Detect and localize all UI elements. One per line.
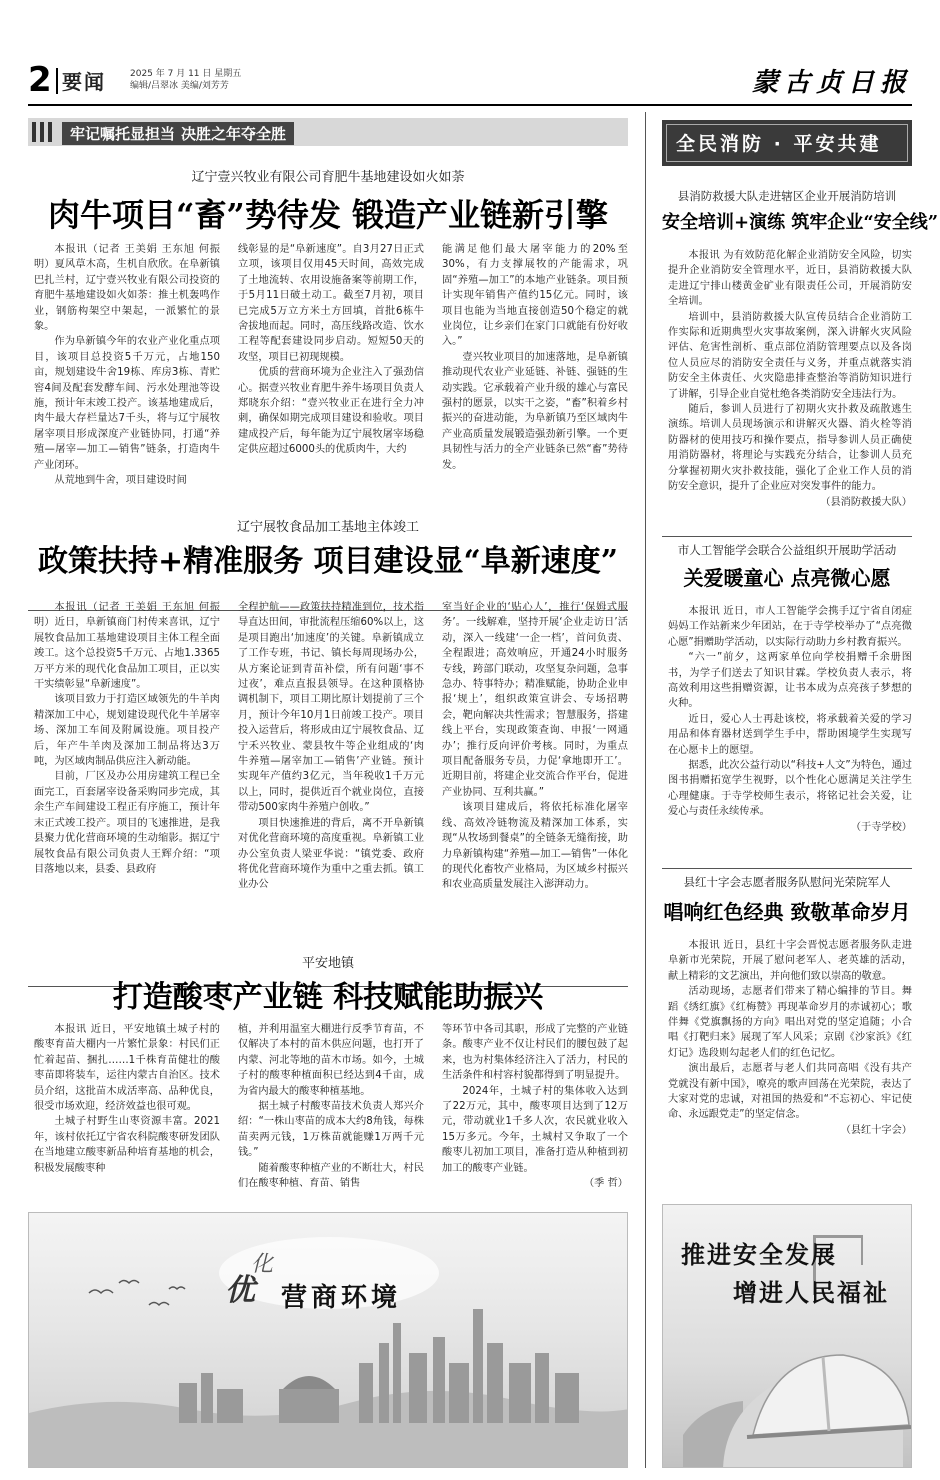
right-a2-headline: 关爱暖童心 点亮微心愿 <box>683 566 891 590</box>
right-column <box>662 112 939 1468</box>
masthead-meta <box>130 68 241 92</box>
paragraph: 壹兴牧业项目的加速落地，是阜新镇推动现代农业产业延链、补链、强链的生动实践。它承载着产业升级的雄心与富民强村的愿景，以实干之姿，“畜”积着乡村振兴的奋进动能，为阜新镇乃至区域肉牛产业高质量发展锻造强劲新引擎。一个更具韧性与活力的全产业链条已然“畜”势待发。 <box>442 351 628 471</box>
masthead <box>28 60 912 108</box>
right-a3-kicker: 县红十字会志愿者服务队慰问光荣院军人 <box>683 875 891 889</box>
editors-line: 编辑/吕翠冰 美编/刘芳芳 <box>130 81 229 91</box>
right-section-title: 全民消防 · 平安共建 <box>676 133 882 155</box>
paragraph: 培训中，县消防救援大队宣传员结合企业消防工作实际和近期典型火灾事故案例，深入讲解火灾风险评估、危害性剖析、重点部位消防管理要点以及各岗位人员应尽的消防安全责任与义务，并重点就落实消防安全主体责任、火灾隐患排查整治等消防知识进行了讲解，引导企业自觉杜绝各类消防安全违法行为。 <box>668 311 912 400</box>
article3-kicker: 平安地镇 <box>301 956 354 971</box>
right-a1-body <box>668 248 912 534</box>
promo-badge: 优 <box>225 1273 255 1308</box>
section-tag: 要闻 <box>62 70 106 94</box>
paragraph: 目前，厂区及办公用房建筑工程已全面完工，百套屠宰设备采购同步完成，其余生产车间建设工程正有序施工，预计年末正式竣工投产。项目的飞速推进，是我县聚力优化营商环境的生动缩影。据辽宁展牧食品有限公司负责人王辉介绍：“项目落地以来，县委、县政府 <box>34 771 220 875</box>
article3-credit: （季 哲） <box>584 1178 628 1190</box>
paragraph: 2024年，土城子村的集体收入达到了22万元，其中，酸枣项目达到了12万元，带动就业1千多人次，农民就业收入15万多元。今年，土城村又争取了一个酸枣儿初加工项目，准备打造从种植到初加工的酸枣产业链。 <box>442 1085 628 1174</box>
article2-col1 <box>34 600 220 980</box>
paragraph: 该项目建成后，将依托标准化屠宰线、高效冷链物流及精深加工体系，实现“从牧场到餐桌”的全链条无缝衔接，助力阜新镇构建“养殖—加工—销售”一体化的现代化畜牧产业格局，为区域乡村振兴和农业高质量发展注入澎湃动力。 <box>442 802 628 891</box>
page-number: 2 <box>28 60 52 100</box>
article3-col2 <box>238 1022 424 1200</box>
paragraph: 等环节中各司其职，形成了完整的产业链条。酸枣产业不仅让村民们的腰包鼓了起来，也为村集体经济注入了活力，村民的生活条件和村容村貌都得到了明显提升。 <box>442 1024 628 1082</box>
article1-kicker: 辽宁壹兴牧业有限公司育肥牛基地建设如火如荼 <box>191 170 465 185</box>
right-a2-kicker: 市人工智能学会联合公益组织开展助学活动 <box>677 543 897 557</box>
right-a3-credit: （县红十字会） <box>840 1124 912 1136</box>
masthead-rule <box>28 104 912 106</box>
banner-right: 决胜之年夺全胜 <box>181 125 287 143</box>
masthead-divider <box>56 68 58 94</box>
paragraph: 本报讯 为有效防范化解企业消防安全风险，切实提升企业消防安全管理水平，近日，县消防救援大队走进辽宁排山楼黄金矿业有限责任公司，开展消防安全培训。 <box>668 250 912 308</box>
paper-name: 蒙古贞日报 <box>751 68 912 98</box>
right-a1-headline: 安全培训+演练 筑牢企业“安全线” <box>662 212 939 233</box>
paragraph: 据悉，此次公益行动以“科技+人文”为特色，通过图书捐赠拓宽学生视野，以个性化心愿满足关注学生心理健康。于寺学校师生表示，将铭记社会关爱，让爱心与责任永续传承。 <box>668 760 912 818</box>
column-divider <box>645 112 646 1468</box>
paragraph: 本报讯（记者 王美娟 王东旭 何振明）近日，阜新镇商门村传来喜讯，辽宁展牧食品加工基地建设项目主体工程全面竣工。这个总投资5千万元、占地1.3365万平方米的现代化食品加工项目，正以实干实绩彰显“阜新速度”。 <box>34 602 220 691</box>
paragraph: 优质的营商环境为企业注入了强劲信心。据壹兴牧业育肥牛养牛场项目负责人郑晓东介绍：“壹兴牧业正在进行全力冲刺，确保如期完成项目建设和验收。项目建成投产后，每年能为辽宁展牧屠宰场稳定供应超过6000头的优质肉牛，大约 <box>238 367 424 456</box>
paragraph: “六一”前夕，这两家单位向学校捐赠千余册图书，为学子们送去了知识甘霖。学校负责人表示，将高效利用这些捐赠资源，让书本成为点亮孩子梦想的火种。 <box>668 652 912 710</box>
article2-kicker: 辽宁展牧食品加工基地主体竣工 <box>236 520 419 535</box>
paragraph: 本报讯（记者 王美娟 王东旭 何振明）夏风草木高，生机自欣欣。在阜新镇巴扎兰村，辽宁壹兴牧业有限公司投资的育肥牛基地建设如火如荼：推土机轰鸣作业，钢筋构架空中架起，一派繁忙的景象。 <box>34 244 220 333</box>
banner-bar <box>48 122 52 142</box>
article-rule <box>662 536 912 537</box>
article-rule <box>662 868 912 869</box>
paragraph: 作为阜新镇今年的农业产业化重点项目，该项目总投资5千万元，占地150亩，规划建设牛舍19栋、库房3栋、青贮窖4间及配套发酵车间、污水处理池等设施，预计年末竣工投产。该基地建成后，肉牛最大存栏量达7千头，将与辽宁展牧屠宰项目形成深度产业链协同，打通“养殖—屠宰—加工—销售”链条，打造肉牛产业闭环。 <box>34 336 220 471</box>
paragraph: 演出最后，志愿者与老人们共同高唱《没有共产党就没有新中国》，嘹亮的歌声回荡在光荣院，表达了大家对党的忠诚，对祖国的热爱和“不忘初心、牢记使命、永远跟党走”的坚定信念。 <box>668 1063 912 1121</box>
paragraph: 随后，参训人员进行了初期火灾扑救及疏散逃生演练。培训人员现场演示和讲解灭火器、消火栓等消防器材的使用技巧和操作要点，指导参训人员正确使用消防器材，将理论与实践充分结合，让参训人员充分掌握初期火灾扑救技能，强化了企业工作人员的消防安全意识，提升了企业应对突发事件的能力。 <box>668 404 912 493</box>
article1-headline: 肉牛项目“畜”势待发 锻造产业链新引擎 <box>48 196 608 234</box>
paragraph: 活动现场，志愿者们带来了精心编排的节目。舞蹈《绣红旗》《红梅赞》再现革命岁月的赤诚初心；歌伴舞《党旗飘扬的方向》唱出对党的坚定追随；小合唱《打靶归来》展现了军人风采；京剧《沙家浜》《红灯记》选段则勾起老人们的红色记忆。 <box>668 986 912 1059</box>
paragraph: 近日，爱心人士再赴该校，将承载着关爱的学习用品和体育器材送到学生手中，帮助困境学生实现写在心愿卡上的愿望。 <box>668 713 912 756</box>
section-banner <box>28 118 628 146</box>
paragraph: 本报讯 近日，平安地镇土城子村的酸枣育苗大棚内一片繁忙景象：村民们正忙着起苗、捆扎……1千株育苗健壮的酸枣苗即将装车，运往内蒙古自治区。技术员介绍，这批苗木成活率高、品种优良，很受市场欢迎，经济效益也很可观。 <box>34 1024 220 1113</box>
banner-bar <box>40 122 44 142</box>
promo-line-2: 增进人民福祉 <box>733 1278 889 1307</box>
paragraph: 项目快速推进的背后，离不开阜新镇对优化营商环境的高度重视。阜新镇工业办公室负责人梁亚华说：“镇党委、政府将优化营商环境作为重中之重去抓。镇工业办公 <box>238 817 424 891</box>
paragraph: 室当好企业的‘贴心人’，推行‘保姆式服务’。一线解难，坚持开展‘企业走访日’活动，深入一线建‘一企一档’，首问负责、全程跟进；高效响应，开通24小时服务专线，跨部门联动，攻坚复杂问题，急事急办、特事特办；精准赋能，协助企业申报‘规上’，组织政策宣讲会、专场招聘会，靶向解决共性需求；智慧服务，搭建线上平台，实现政策查询、申报‘一网通办’；推行反向评价考核。同时，为重点项目配备服务专员，力促‘拿地即开工’。近期目前，将建企业交流合作平台，促进产业协同、互利共赢。” <box>442 602 628 798</box>
paragraph: 据土城子村酸枣苗技术负责人郑兴介绍：“一株山枣苗的成本大约8角钱，每株苗卖两元钱，1万株苗就能赚1万两千元钱。” <box>238 1101 424 1159</box>
article2-headline: 政策扶持+精准服务 项目建设显“阜新速度” <box>37 544 619 579</box>
promo-badge-top: 化 <box>251 1252 274 1277</box>
right-a1-kicker: 县消防救援大队走进辖区企业开展消防培训 <box>677 189 897 203</box>
right-a1-credit: （县消防救援大队） <box>820 496 912 508</box>
right-a2-credit: （于寺学校） <box>850 821 912 833</box>
banner-bar <box>32 122 36 142</box>
paragraph: 土城子村野生山枣资源丰富。2021年，该村依托辽宁省农科院酸枣研发团队在当地建立酸枣新品种培育基地的机会，积极发展酸枣种 <box>34 1116 220 1174</box>
banner-text <box>62 122 294 145</box>
article2-col2 <box>238 600 424 980</box>
paragraph: 全程护航——政策扶持精准到位，技术指导直达田间，审批流程压缩60%以上，这是项目跑出‘加速度’的关键。阜新镇成立了工作专班，书记、镇长每周现场办公，从方案论证到青苗补偿，所有问题‘事不过夜’，难点直报县领导。在这种顶格协调机制下，项目工期比原计划提前了三个月，预计今年10月1日前竣工投产。项目投入运营后，将形成由辽宁展牧食品、辽宁禾兴牧业、蒙县牧牛等企业组成的‘肉牛养殖—屠宰加工—销售’产业链。预计实现年产值约3亿元，当年税收1千万元以上，同时，提供近百个就业岗位，直接带动500家肉牛养殖户创收。” <box>238 602 424 814</box>
promo-line-1: 推进安全发展 <box>681 1240 837 1269</box>
right-a2-body <box>668 604 912 866</box>
article3-col3 <box>442 1022 628 1200</box>
right-a3-headline: 唱响红色经典 致敬革命岁月 <box>663 900 911 924</box>
paragraph: 本报讯 近日，市人工智能学会携手辽宁省自闭症妈妈工作站新来少年团站，在于寺学校举办了“点亮微心愿”捐赠助学活动，以实际行动助力乡村教育振兴。 <box>668 606 912 648</box>
promo-image-business-environment <box>28 1212 628 1468</box>
article3-col1 <box>34 1022 220 1200</box>
promo-title: 营商环境 <box>281 1283 402 1313</box>
paragraph: 随着酸枣种植产业的不断壮大，村民们在酸枣种植、育苗、销售 <box>238 1162 424 1190</box>
skyline-illustration <box>29 1213 628 1468</box>
paragraph: 线彰显的是“阜新速度”。自3月27日正式立项，该项目仅用45天时间，高效完成了土地流转、农用设施备案等前期工作，于5月11日破土动工。截至7月初，项目已完成5万立方米土方回填，首批6栋牛舍拔地而起。同时，高压线路改造、饮水工程等配套建设同步启动。短短50天的攻坚，项目已初现规模。 <box>238 244 424 363</box>
right-a3-body <box>668 938 912 1194</box>
left-column <box>28 112 628 1468</box>
date-line: 2025 年 7 月 11 日 星期五 <box>130 69 242 79</box>
paragraph: 该项目致力于打造区域领先的牛羊肉精深加工中心，规划建设现代化牛羊屠宰场、深加工车间及附属设施。项目投产后，年产牛羊肉及深加工制品将达3万吨，为区域肉制品供应注入新动能。 <box>34 694 220 768</box>
article2-body <box>34 600 628 980</box>
paragraph: 本报讯 近日，县红十字会晋悦志愿者服务队走进阜新市光荣院，开展了慰问老军人、老英雄的活动，献上精彩的文艺演出，并向他们致以崇高的敬意。 <box>668 940 912 982</box>
article3-body <box>34 1022 628 1200</box>
promo-image-safety <box>662 1204 912 1468</box>
paragraph: 能满足他们最大屠宰能力的20%至30%，有力支撑展牧的产能需求，巩固“养殖—加工”的本地产业链条。项目预计实现年销售产值约15亿元。同时，该项目也能为当地直接创造50个稳定的就业岗位，让乡亲们在家门口就能有份好收入。” <box>442 244 628 348</box>
article3-headline: 打造酸枣产业链 科技赋能助振兴 <box>112 980 544 1015</box>
right-section-header <box>662 120 912 166</box>
article2-col3 <box>442 600 628 980</box>
paragraph: 从荒地到牛舍，项目建设时间 <box>54 475 187 487</box>
banner-left: 牢记嘱托显担当 <box>70 125 176 143</box>
paragraph: 植，并利用温室大棚进行反季节育苗，不仅解决了本村的苗木供应问题，也打开了内蒙、河北等地的苗木市场。如今，土城子村的酸枣种植面积已经达到4千亩，成为省内最大的酸枣种植基地。 <box>238 1024 424 1097</box>
